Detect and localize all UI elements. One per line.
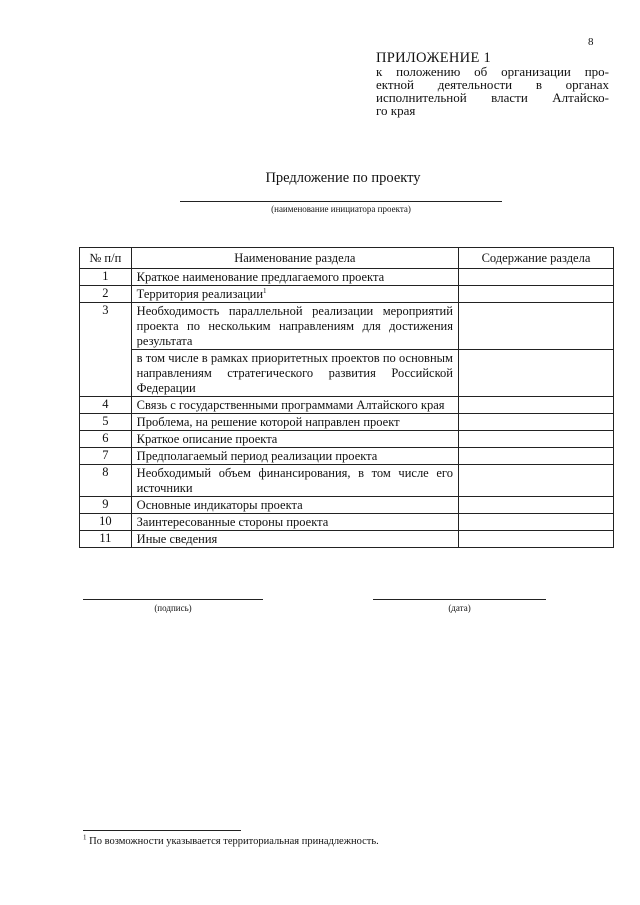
date-caption: (дата) [448,603,471,613]
row-name: в том числе в рамках приоритетных проектов по основным направлениям стратегического развития Российской Федерации [131,350,458,397]
table-row [80,448,614,465]
header-content: Содержание раздела [458,248,613,269]
row-content [458,269,613,286]
row-name [131,286,458,303]
row-number: 6 [80,431,132,448]
row-name-text: Территория реализации [136,287,264,301]
row-content [458,303,613,350]
table-row [80,414,614,431]
row-content [458,497,613,514]
row-number: 1 [80,269,132,286]
row-name: Заинтересованные стороны проекта [131,514,458,531]
table-row [80,431,614,448]
appendix-line: исполнительной власти Алтайско- [376,90,609,105]
table-row [80,286,614,303]
header-name: Наименование раздела [131,248,458,269]
row-name: Основные индикаторы проекта [131,497,458,514]
row-number: 4 [80,397,132,414]
row-number: 7 [80,448,132,465]
row-name: Краткое наименование предлагаемого проекта [131,269,458,286]
row-number: 9 [80,497,132,514]
table-row [80,303,614,350]
row-name: Необходимый объем финансирования, в том числе его источники [131,465,458,497]
row-name: Краткое описание проекта [131,431,458,448]
footnote-mark: 1 [263,286,267,295]
initiator-blank-line [180,201,502,202]
row-content [458,431,613,448]
appendix-block [376,52,609,117]
row-name: Предполагаемый период реализации проекта [131,448,458,465]
row-number: 2 [80,286,132,303]
row-content [458,350,613,397]
row-number: 5 [80,414,132,431]
row-name: Связь с государственными программами Алтайского края [131,397,458,414]
row-number: 10 [80,514,132,531]
appendix-title: ПРИЛОЖЕНИЕ 1 [376,50,492,66]
initiator-caption: (наименование инициатора проекта) [271,204,411,214]
table-row [80,531,614,548]
appendix-line: к положению об организации про- [376,64,609,79]
row-number: 8 [80,465,132,497]
table-row [80,514,614,531]
signature-caption: (подпись) [154,603,192,613]
table-row [80,465,614,497]
row-content [458,514,613,531]
row-content [458,531,613,548]
row-content [458,465,613,497]
row-number: 11 [80,531,132,548]
table-row [80,497,614,514]
row-content [458,414,613,431]
row-name: Необходимость параллельной реализации мероприятий проекта по нескольким направлениям для достижения результата [131,303,458,350]
row-content [458,397,613,414]
document-title: Предложение по проекту [265,170,421,186]
row-name: Проблема, на решение которой направлен проект [131,414,458,431]
table-row [80,397,614,414]
appendix-line: ектной деятельности в органах [376,77,609,92]
date-blank-line [373,599,546,600]
footnote-number: 1 [83,833,87,842]
table-header-row [80,248,614,269]
row-name: Иные сведения [131,531,458,548]
table-row [80,350,614,397]
signature-blank-line [83,599,263,600]
table-row [80,269,614,286]
footnote-separator [83,830,241,831]
row-content [458,448,613,465]
appendix-line: го края [376,103,416,118]
header-number: № п/п [80,248,132,269]
page-number: 8 [588,36,594,48]
sections-table [79,247,614,548]
row-number: 3 [80,303,132,397]
footnote-text: По возможности указывается территориальная принадлежность. [89,836,379,847]
row-content [458,286,613,303]
footnote [83,833,379,847]
